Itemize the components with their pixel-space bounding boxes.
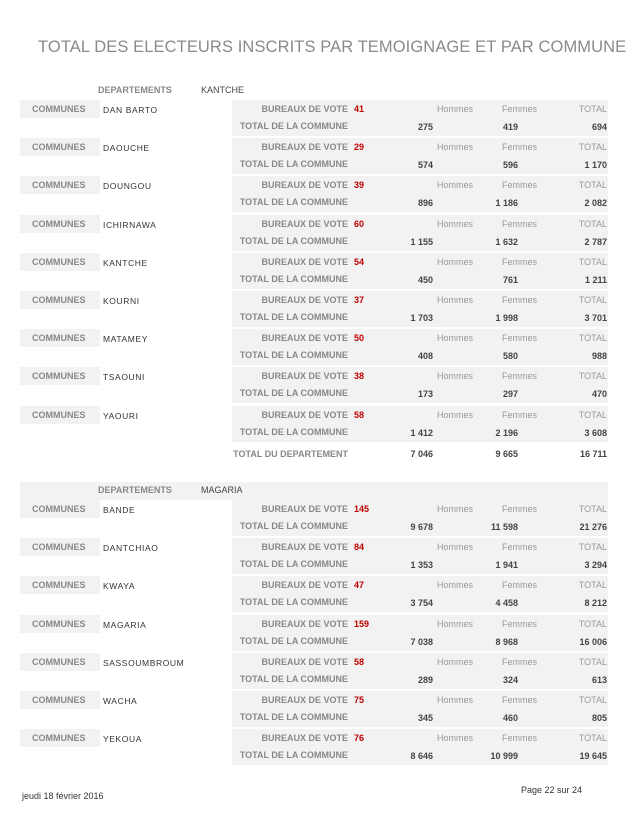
total-commune-label: TOTAL DE LA COMMUNE xyxy=(239,350,348,361)
commune-name: SASSOUMBROUM xyxy=(103,657,185,668)
commune-name: KWAYA xyxy=(103,581,136,592)
total-commune-label: TOTAL DE LA COMMUNE xyxy=(239,521,348,531)
communes-label: COMMUNES xyxy=(32,256,86,267)
femmes-header: Femmes xyxy=(502,218,538,229)
commune-total: 988 xyxy=(591,351,607,362)
hommes-header: Hommes xyxy=(437,104,474,114)
commune-name: BANDE xyxy=(103,505,136,515)
communes-label: COMMUNES xyxy=(32,580,86,591)
femmes-header: Femmes xyxy=(502,180,538,191)
commune-hommes: 1 412 xyxy=(410,427,433,438)
total-header: TOTAL xyxy=(578,504,607,514)
total-commune-label: TOTAL DE LA COMMUNE xyxy=(239,559,348,570)
bureaux-label: BUREAUX DE VOTE xyxy=(261,371,348,382)
bureaux-count: 159 xyxy=(354,618,370,629)
commune-total: 3 701 xyxy=(584,312,607,323)
femmes-header: Femmes xyxy=(502,656,538,667)
hommes-header: Hommes xyxy=(437,256,474,267)
commune-femmes: 596 xyxy=(502,160,518,171)
bureaux-count: 38 xyxy=(354,371,365,382)
commune-name: DAOUCHE xyxy=(103,143,150,154)
femmes-header: Femmes xyxy=(502,542,538,553)
commune-femmes: 8 968 xyxy=(495,636,518,647)
department-header xyxy=(20,482,608,500)
commune-name: KOURNI xyxy=(103,295,140,306)
bureaux-label: BUREAUX DE VOTE xyxy=(261,218,348,229)
department-total-femmes: 9 665 xyxy=(495,448,518,459)
communes-label: COMMUNES xyxy=(32,542,86,553)
bureaux-count: 58 xyxy=(354,409,365,420)
departements-label: DEPARTEMENTS xyxy=(98,85,172,95)
commune-name: TSAOUNI xyxy=(103,372,145,383)
department-block-magaria xyxy=(20,482,608,767)
femmes-header: Femmes xyxy=(502,371,538,382)
commune-femmes: 2 196 xyxy=(495,427,518,438)
commune-total: 805 xyxy=(591,712,607,723)
commune-row xyxy=(20,367,608,405)
bureaux-count: 29 xyxy=(354,142,365,153)
communes-label: COMMUNES xyxy=(32,656,86,667)
commune-femmes: 4 458 xyxy=(495,598,518,609)
bureaux-count: 41 xyxy=(354,104,365,114)
commune-femmes: 460 xyxy=(502,712,518,723)
femmes-header: Femmes xyxy=(502,618,538,629)
commune-total: 16 006 xyxy=(579,636,607,647)
total-header: TOTAL xyxy=(578,409,607,420)
total-departement-label: TOTAL DU DEPARTEMENT xyxy=(233,448,348,459)
bureaux-label: BUREAUX DE VOTE xyxy=(261,333,348,344)
commune-row xyxy=(20,729,608,767)
total-commune-label: TOTAL DE LA COMMUNE xyxy=(239,121,348,131)
total-commune-label: TOTAL DE LA COMMUNE xyxy=(239,273,348,284)
footer-date: jeudi 18 février 2016 xyxy=(22,791,104,801)
commune-femmes: 324 xyxy=(502,674,518,685)
commune-total: 2 787 xyxy=(584,236,607,247)
bureaux-label: BUREAUX DE VOTE xyxy=(261,180,348,191)
total-commune-label: TOTAL DE LA COMMUNE xyxy=(239,673,348,684)
commune-hommes: 173 xyxy=(417,389,433,400)
commune-total: 3 294 xyxy=(584,560,607,571)
commune-row xyxy=(20,100,608,138)
femmes-header: Femmes xyxy=(502,256,538,267)
bureaux-count: 37 xyxy=(354,294,365,305)
commune-total: 8 212 xyxy=(584,598,607,609)
commune-row xyxy=(20,538,608,576)
hommes-header: Hommes xyxy=(437,218,474,229)
total-commune-label: TOTAL DE LA COMMUNE xyxy=(239,711,348,722)
commune-femmes: 11 598 xyxy=(490,522,518,532)
department-total-hommes: 7 046 xyxy=(410,448,433,459)
femmes-header: Femmes xyxy=(502,142,538,153)
commune-femmes: 1 186 xyxy=(495,198,518,209)
femmes-header: Femmes xyxy=(502,333,538,344)
communes-label: COMMUNES xyxy=(32,142,86,153)
bureaux-count: 60 xyxy=(354,218,365,229)
commune-femmes: 10 999 xyxy=(490,751,518,762)
hommes-header: Hommes xyxy=(437,294,474,305)
communes-label: COMMUNES xyxy=(32,733,86,744)
total-header: TOTAL xyxy=(578,580,607,591)
femmes-header: Femmes xyxy=(502,104,538,114)
commune-row xyxy=(20,253,608,291)
commune-total: 2 082 xyxy=(584,198,607,209)
department-name: MAGARIA xyxy=(201,485,243,495)
commune-name: KANTCHE xyxy=(103,257,148,268)
total-header: TOTAL xyxy=(578,733,607,744)
bureaux-label: BUREAUX DE VOTE xyxy=(261,409,348,420)
commune-row xyxy=(20,653,608,691)
commune-hommes: 896 xyxy=(417,198,433,209)
commune-hommes: 345 xyxy=(417,712,433,723)
hommes-header: Hommes xyxy=(437,733,474,744)
total-header: TOTAL xyxy=(578,656,607,667)
hommes-header: Hommes xyxy=(437,580,474,591)
commune-hommes: 1 155 xyxy=(410,236,433,247)
total-commune-label: TOTAL DE LA COMMUNE xyxy=(239,235,348,246)
commune-total: 694 xyxy=(591,122,607,132)
femmes-header: Femmes xyxy=(502,294,538,305)
hommes-header: Hommes xyxy=(437,409,474,420)
commune-total: 1 170 xyxy=(584,160,607,171)
commune-total: 470 xyxy=(591,389,607,400)
hommes-header: Hommes xyxy=(437,542,474,553)
total-commune-label: TOTAL DE LA COMMUNE xyxy=(239,750,348,761)
bureaux-count: 54 xyxy=(354,256,365,267)
commune-total: 3 608 xyxy=(584,427,607,438)
total-header: TOTAL xyxy=(578,256,607,267)
hommes-header: Hommes xyxy=(437,694,474,705)
commune-hommes: 7 038 xyxy=(410,636,433,647)
total-header: TOTAL xyxy=(578,694,607,705)
hommes-header: Hommes xyxy=(437,371,474,382)
commune-name: DOUNGOU xyxy=(103,181,152,192)
commune-row xyxy=(20,215,608,253)
femmes-header: Femmes xyxy=(502,409,538,420)
commune-name: DAN BARTO xyxy=(103,105,158,115)
commune-hommes: 1 703 xyxy=(410,312,433,323)
total-header: TOTAL xyxy=(578,142,607,153)
bureaux-count: 39 xyxy=(354,180,365,191)
commune-hommes: 275 xyxy=(417,122,433,132)
bureaux-count: 47 xyxy=(354,580,365,591)
commune-femmes: 297 xyxy=(502,389,518,400)
department-block-kantche xyxy=(20,82,608,464)
communes-label: COMMUNES xyxy=(32,180,86,191)
footer-page-number: Page 22 sur 24 xyxy=(521,785,583,795)
total-header: TOTAL xyxy=(578,333,607,344)
commune-name: YEKOUA xyxy=(103,734,143,745)
commune-row xyxy=(20,329,608,367)
hommes-header: Hommes xyxy=(437,180,474,191)
commune-hommes: 408 xyxy=(417,351,433,362)
communes-label: COMMUNES xyxy=(32,333,86,344)
commune-total: 19 645 xyxy=(579,751,607,762)
communes-label: COMMUNES xyxy=(32,218,86,229)
bureaux-label: BUREAUX DE VOTE xyxy=(261,542,348,553)
commune-hommes: 289 xyxy=(417,674,433,685)
commune-name: WACHA xyxy=(103,695,138,706)
communes-label: COMMUNES xyxy=(32,618,86,629)
commune-row xyxy=(20,138,608,176)
commune-total: 1 211 xyxy=(584,274,607,285)
total-commune-label: TOTAL DE LA COMMUNE xyxy=(239,597,348,608)
communes-label: COMMUNES xyxy=(32,371,86,382)
commune-name: ICHIRNAWA xyxy=(103,219,157,230)
femmes-header: Femmes xyxy=(502,580,538,591)
total-header: TOTAL xyxy=(578,542,607,553)
total-header: TOTAL xyxy=(578,294,607,305)
femmes-header: Femmes xyxy=(502,694,538,705)
bureaux-label: BUREAUX DE VOTE xyxy=(261,656,348,667)
bureaux-label: BUREAUX DE VOTE xyxy=(261,504,348,514)
commune-row xyxy=(20,291,608,329)
commune-total: 613 xyxy=(591,674,607,685)
hommes-header: Hommes xyxy=(437,618,474,629)
department-total-total: 16 711 xyxy=(579,448,607,459)
commune-femmes: 419 xyxy=(502,122,518,132)
total-header: TOTAL xyxy=(578,180,607,191)
commune-hommes: 450 xyxy=(417,274,433,285)
hommes-header: Hommes xyxy=(437,656,474,667)
total-commune-label: TOTAL DE LA COMMUNE xyxy=(239,311,348,322)
bureaux-label: BUREAUX DE VOTE xyxy=(261,694,348,705)
total-commune-label: TOTAL DE LA COMMUNE xyxy=(239,197,348,208)
commune-row xyxy=(20,406,608,444)
communes-label: COMMUNES xyxy=(32,504,86,514)
total-header: TOTAL xyxy=(578,371,607,382)
bureaux-label: BUREAUX DE VOTE xyxy=(261,618,348,629)
bureaux-label: BUREAUX DE VOTE xyxy=(261,104,348,114)
commune-femmes: 761 xyxy=(502,274,518,285)
total-commune-label: TOTAL DE LA COMMUNE xyxy=(239,388,348,399)
bureaux-label: BUREAUX DE VOTE xyxy=(261,580,348,591)
commune-name: DANTCHIAO xyxy=(103,543,159,554)
communes-label: COMMUNES xyxy=(32,294,86,305)
bureaux-count: 75 xyxy=(354,694,365,705)
commune-row xyxy=(20,576,608,614)
bureaux-count: 84 xyxy=(354,542,365,553)
total-commune-label: TOTAL DE LA COMMUNE xyxy=(239,426,348,437)
commune-row xyxy=(20,500,608,538)
commune-femmes: 580 xyxy=(502,351,518,362)
femmes-header: Femmes xyxy=(502,733,538,744)
page-title: TOTAL DES ELECTEURS INSCRITS PAR TEMOIGNAGE ET PAR COMMUNE xyxy=(38,38,627,56)
commune-row xyxy=(20,691,608,729)
commune-hommes: 8 646 xyxy=(410,751,433,762)
commune-femmes: 1 941 xyxy=(495,560,518,571)
commune-hommes: 9 678 xyxy=(410,522,433,532)
communes-label: COMMUNES xyxy=(32,694,86,705)
department-total-row xyxy=(20,444,608,464)
bureaux-count: 76 xyxy=(354,733,365,744)
total-commune-label: TOTAL DE LA COMMUNE xyxy=(239,635,348,646)
total-header: TOTAL xyxy=(578,218,607,229)
femmes-header: Femmes xyxy=(502,504,538,514)
commune-name: YAOURI xyxy=(103,410,139,421)
total-header: TOTAL xyxy=(578,104,607,114)
bureaux-count: 145 xyxy=(354,504,370,514)
commune-total: 21 276 xyxy=(579,522,607,532)
bureaux-label: BUREAUX DE VOTE xyxy=(261,733,348,744)
commune-list xyxy=(20,100,608,444)
bureaux-count: 58 xyxy=(354,656,365,667)
bureaux-label: BUREAUX DE VOTE xyxy=(261,256,348,267)
commune-hommes: 1 353 xyxy=(410,560,433,571)
commune-name: MAGARIA xyxy=(103,619,147,630)
commune-row xyxy=(20,615,608,653)
communes-label: COMMUNES xyxy=(32,409,86,420)
department-name: KANTCHE xyxy=(201,85,245,95)
commune-name: MATAMEY xyxy=(103,334,148,345)
hommes-header: Hommes xyxy=(437,333,474,344)
commune-list xyxy=(20,500,608,767)
bureaux-label: BUREAUX DE VOTE xyxy=(261,294,348,305)
departements-label: DEPARTEMENTS xyxy=(98,485,172,495)
commune-row xyxy=(20,176,608,214)
total-header: TOTAL xyxy=(578,618,607,629)
commune-femmes: 1 998 xyxy=(495,312,518,323)
commune-hommes: 3 754 xyxy=(410,598,433,609)
total-commune-label: TOTAL DE LA COMMUNE xyxy=(239,159,348,170)
department-header xyxy=(20,82,608,100)
commune-hommes: 574 xyxy=(417,160,433,171)
commune-femmes: 1 632 xyxy=(495,236,518,247)
hommes-header: Hommes xyxy=(437,142,474,153)
bureaux-count: 50 xyxy=(354,333,365,344)
hommes-header: Hommes xyxy=(437,504,474,514)
communes-label: COMMUNES xyxy=(32,104,86,114)
bureaux-label: BUREAUX DE VOTE xyxy=(261,142,348,153)
